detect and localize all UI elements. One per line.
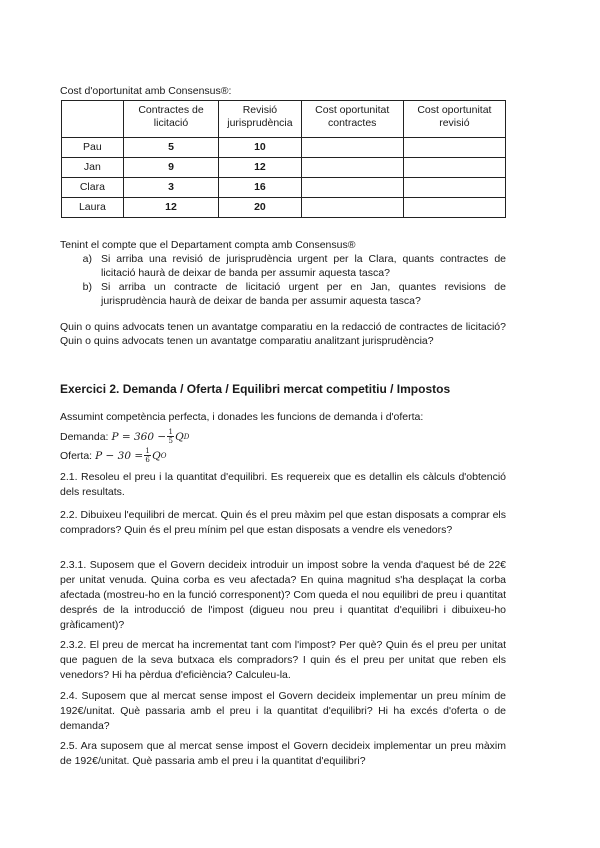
list-item bbox=[60, 252, 506, 280]
table-header-row bbox=[62, 101, 506, 138]
fraction-denominator: 5 bbox=[168, 437, 173, 445]
row-empty-cell bbox=[403, 158, 505, 178]
question-list bbox=[60, 252, 506, 308]
row-revisio: 16 bbox=[219, 178, 301, 198]
fraction-denominator: 6 bbox=[145, 456, 150, 464]
list-item bbox=[60, 280, 506, 308]
question-2-5: 2.5. Ara suposem que al mercat sense impost el Govern decideix implementar un preu màxim de 192€/unitat. Què passaria amb el preu i la quantitat d'equilibri? bbox=[60, 740, 506, 767]
table-header-cell: Contractes de licitació bbox=[123, 101, 218, 138]
row-name: Pau bbox=[62, 138, 124, 158]
supply-fraction bbox=[144, 447, 151, 464]
intro-lead: Tenint el compte que el Departament compta amb Consensus® bbox=[60, 239, 356, 251]
supply-formula bbox=[95, 447, 166, 464]
demand-var: Q bbox=[175, 430, 184, 443]
supply-var: Q bbox=[152, 449, 161, 462]
row-empty-cell bbox=[403, 178, 505, 198]
row-contractes: 9 bbox=[123, 158, 218, 178]
demand-label: Demanda: bbox=[60, 430, 109, 443]
supply-label: Oferta: bbox=[60, 449, 93, 462]
list-marker: b) bbox=[82, 281, 92, 293]
demand-subscript: D bbox=[183, 432, 190, 441]
row-name: Jan bbox=[62, 158, 124, 178]
question-2-3-2: 2.3.2. El preu de mercat ha incrementat tant com l'impost? Per què? Quin és el preu per unitat que paguen de la seva butxaca els compradors? I quin és el preu per unitat que reben els venedors? Hi ha pèrdua d'eficiència? Calculeu-la. bbox=[60, 639, 506, 681]
assumption-text: Assumint competència perfecta, i donades les funcions de demanda i d'oferta: bbox=[60, 411, 424, 423]
row-revisio: 10 bbox=[219, 138, 301, 158]
intro-section bbox=[60, 238, 506, 308]
row-name: Clara bbox=[62, 178, 124, 198]
table-title: Cost d'oportunitat amb Consensus®: bbox=[60, 85, 232, 97]
table-header-cell: Cost oportunitat contractes bbox=[301, 101, 403, 138]
table-row bbox=[62, 138, 506, 158]
demand-equation bbox=[60, 428, 189, 445]
row-empty-cell bbox=[301, 178, 403, 198]
fraction-numerator: 1 bbox=[145, 447, 150, 455]
table-row bbox=[62, 178, 506, 198]
table-header-cell: Cost oportunitat revisió bbox=[403, 101, 505, 138]
question-2-3-1: 2.3.1. Suposem que el Govern decideix introduir un impost sobre la venda d'aquest bé de 22€ per unitat venuda. Quina corba es veu afectada? En quina magnitud s'ha desplaçat la corba afectada (mostreu-ho en la funció corresponent)? Com queda el nou equilibri de preu i quantitat després de la introducció de l'impost (digueu nou preu i quantitat d'equilibri i dibuixeu-ho gràficament)? bbox=[60, 559, 506, 631]
question-2-1: 2.1. Resoleu el preu i la quantitat d'equilibri. Es requereix que es detallin els càlculs d'obtenció dels resultats. bbox=[60, 471, 506, 498]
demand-fraction bbox=[167, 428, 174, 445]
row-empty-cell bbox=[301, 158, 403, 178]
comparative-advantage-question: Quin o quins advocats tenen un avantatge comparatiu en la redacció de contractes de licitació? Quin o quins advocats tenen un avantatge comparatiu analitzant jurisprudència? bbox=[60, 321, 506, 347]
demand-lhs: P = 360 − bbox=[111, 430, 167, 443]
list-item-text: Si arriba una revisió de jurisprudència urgent per la Clara, quants contractes de licitació haurà de deixar de banda per assumir aquesta tasca? bbox=[101, 253, 506, 279]
supply-subscript: O bbox=[160, 451, 167, 460]
fraction-numerator: 1 bbox=[168, 428, 173, 436]
supply-lhs: P − 30 = bbox=[95, 449, 144, 462]
row-contractes: 12 bbox=[123, 198, 218, 218]
question-2-2: 2.2. Dibuixeu l'equilibri de mercat. Quin és el preu màxim pel que estan disposats a comprar els compradors? Quin és el preu mínim pel que estan disposats a vendre els venedors? bbox=[60, 509, 506, 536]
row-revisio: 20 bbox=[219, 198, 301, 218]
list-item-text: Si arriba un contracte de licitació urgent per en Jan, quantes revisions de jurisprudència haurà de deixar de banda per assumir aquesta tasca? bbox=[101, 281, 506, 307]
opportunity-cost-table bbox=[61, 100, 506, 218]
row-revisio: 12 bbox=[219, 158, 301, 178]
demand-formula bbox=[111, 428, 189, 445]
exercise-title: Exercici 2. Demanda / Oferta / Equilibri mercat competitiu / Impostos bbox=[60, 382, 451, 396]
table-header-cell bbox=[62, 101, 124, 138]
table-row bbox=[62, 198, 506, 218]
row-empty-cell bbox=[403, 198, 505, 218]
list-marker: a) bbox=[82, 253, 92, 265]
table-row bbox=[62, 158, 506, 178]
row-contractes: 3 bbox=[123, 178, 218, 198]
row-contractes: 5 bbox=[123, 138, 218, 158]
table-header-cell: Revisió jurisprudència bbox=[219, 101, 301, 138]
supply-equation bbox=[60, 447, 167, 464]
row-empty-cell bbox=[403, 138, 505, 158]
row-empty-cell bbox=[301, 198, 403, 218]
row-name: Laura bbox=[62, 198, 124, 218]
row-empty-cell bbox=[301, 138, 403, 158]
question-2-4: 2.4. Suposem que al mercat sense impost el Govern decideix implementar un preu mínim de 192€/unitat. Què passaria amb el preu i la quantitat d'equilibri? Hi ha excés d'oferta o de demanda? bbox=[60, 690, 506, 732]
